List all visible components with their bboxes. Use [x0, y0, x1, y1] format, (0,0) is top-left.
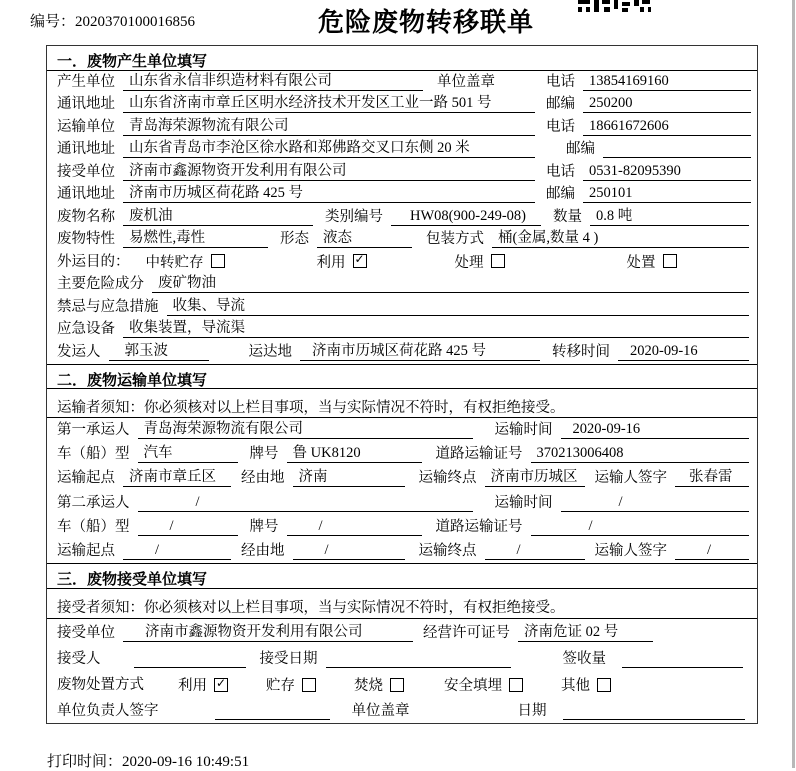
- waste-traits-label: 废物特性: [57, 231, 115, 247]
- producer-address-label: 通讯地址: [57, 96, 115, 112]
- first-end-label: 运输终点: [418, 470, 477, 487]
- first-end-value: 济南市历城区: [485, 465, 585, 487]
- second-plate-value: /: [287, 518, 422, 536]
- receipt-amount-value: [622, 651, 743, 668]
- disposal-option-other-label: 其他: [561, 678, 590, 695]
- waste-traits-row: [47, 229, 757, 252]
- packing-label: 包装方式: [426, 231, 484, 247]
- transporter-address-value: 山东省青岛市李沧区徐水路和郑佛路交叉口东侧 20 米: [123, 136, 535, 158]
- accepting-unit-label: 接受单位: [57, 625, 115, 642]
- first-transport-time-label: 运输时间: [494, 421, 553, 438]
- second-carrier-row: [47, 490, 757, 514]
- form-box: [46, 45, 758, 724]
- disposal-method-label: 废物处置方式: [57, 677, 144, 694]
- producer-zip-value: 250200: [583, 95, 751, 113]
- second-vehicle-type-label: 车（船）型: [57, 518, 130, 535]
- receipt-person-label: 接受人: [57, 651, 101, 668]
- second-vehicle-type-value: /: [138, 518, 238, 536]
- second-transport-time-label: 运输时间: [494, 494, 553, 511]
- signoff-date-label: 日期: [517, 703, 547, 720]
- unit-head-sign-value: [215, 703, 330, 720]
- first-road-license-label: 道路运输证号: [435, 446, 523, 463]
- first-carrier-label: 第一承运人: [57, 421, 130, 438]
- transporter-phone-value: 18661672606: [583, 118, 751, 136]
- first-road-license-value: 370213006408: [531, 445, 750, 463]
- accepting-unit-value: 济南市鑫源物资开发利用有限公司: [123, 620, 413, 642]
- purpose-option-reuse-label: 利用: [316, 254, 346, 271]
- first-origin-value: 济南市章丘区: [123, 465, 231, 487]
- receiver-zip-value: 250101: [583, 185, 751, 203]
- page-title: 危险废物转移联单: [317, 7, 534, 37]
- page-edge-line: [792, 0, 795, 768]
- disposal-other-checkbox: [597, 678, 611, 692]
- purpose-reuse-checkbox: [353, 254, 367, 268]
- unit-seal-label: 单位盖章: [351, 703, 410, 720]
- producer-seal-label: 单位盖章: [437, 73, 495, 90]
- disposal-incineration-checkbox: [390, 678, 404, 692]
- emergency-measures-value: 收集、导流: [167, 294, 750, 316]
- transporter-phone-label: 电话: [546, 118, 575, 135]
- operating-license-label: 经营许可证号: [423, 625, 510, 642]
- purpose-option-dispose: [627, 251, 677, 272]
- receiver-address-label: 通讯地址: [57, 186, 115, 202]
- transporter-notice: 运输者须知：你必须核对以上栏目事项，当与实际情况不符时，有权拒绝接受。: [47, 389, 757, 418]
- second-carrier-label: 第二承运人: [57, 494, 130, 511]
- receiver-notice: 接受者须知：你必须核对以上栏目事项，当与实际情况不符时，有权拒绝接受。: [47, 589, 757, 619]
- second-origin-label: 运输起点: [57, 543, 115, 560]
- receiver-unit-value: 济南市鑫源物资开发利用有限公司: [123, 159, 535, 181]
- print-time-value: 2020-09-16 10:49:51: [122, 754, 250, 770]
- packing-value: 桶(金属,数量 4 ): [492, 226, 749, 248]
- second-vehicle-row: [47, 515, 757, 539]
- document-number-label: 编号：: [30, 14, 76, 30]
- second-end-label: 运输终点: [418, 543, 477, 560]
- waste-name-label: 废物名称: [57, 208, 115, 225]
- disposal-option-storage: [266, 674, 316, 695]
- dispatch-row: [47, 341, 757, 364]
- second-route-row: [47, 539, 757, 563]
- first-vehicle-row: [47, 442, 757, 466]
- disposal-option-landfill-label: 安全填埋: [444, 678, 502, 695]
- purpose-option-dispose-label: 处置: [626, 254, 656, 271]
- transporter-address-label: 通讯地址: [57, 141, 115, 157]
- second-origin-value: /: [123, 542, 231, 560]
- first-plate-label: 牌号: [249, 446, 279, 463]
- signoff-date-value: [563, 703, 746, 720]
- disposal-option-storage-label: 贮存: [266, 678, 295, 695]
- receiver-unit-label: 接受单位: [57, 163, 115, 180]
- disposal-option-incineration-label: 焚烧: [354, 678, 383, 695]
- destination-label: 运达地: [248, 343, 292, 360]
- producer-unit-value: 山东省永信非织造材料有限公司: [123, 69, 423, 91]
- receiver-phone-label: 电话: [546, 163, 575, 180]
- first-vehicle-type-value: 汽车: [138, 441, 238, 463]
- transporter-unit-label: 运输单位: [57, 118, 115, 135]
- transporter-zip-value: [603, 141, 751, 158]
- disposal-option-reuse-label: 利用: [178, 678, 207, 695]
- first-sign-value: 张春雷: [675, 465, 749, 487]
- transporter-unit-value: 青岛海荣源物流有限公司: [123, 114, 535, 136]
- purpose-option-transit-storage: [146, 251, 225, 272]
- second-transport-time-value: /: [561, 494, 750, 512]
- qr-code-fragment: [578, 0, 652, 12]
- purpose-option-transit-storage-label: 中转贮存: [145, 254, 204, 271]
- disposal-option-reuse: [178, 674, 228, 695]
- receipt-amount-label: 签收量: [562, 651, 606, 668]
- first-via-label: 经由地: [241, 470, 285, 487]
- second-plate-label: 牌号: [249, 518, 279, 535]
- transfer-time-label: 转移时间: [552, 343, 610, 360]
- second-carrier-value: /: [138, 494, 473, 512]
- dispatcher-label: 发运人: [57, 343, 101, 360]
- waste-qty-value: 0.8 吨: [590, 204, 749, 226]
- receiver-phone-value: 0531-82095390: [583, 163, 751, 181]
- second-end-value: /: [485, 542, 585, 560]
- dispatcher-value: 郭玉波: [109, 339, 209, 361]
- accepting-unit-row: [47, 619, 757, 645]
- second-sign-value: /: [675, 542, 749, 560]
- first-sign-label: 运输人签字: [594, 470, 667, 487]
- waste-code-label: 类别编号: [325, 208, 383, 225]
- second-road-license-label: 道路运输证号: [435, 518, 523, 535]
- hazard-components-value: 废矿物油: [152, 271, 749, 293]
- signoff-row: [47, 697, 757, 723]
- transfer-time-value: 2020-09-16: [618, 343, 749, 361]
- second-sign-label: 运输人签字: [594, 543, 667, 560]
- first-carrier-value: 青岛海荣源物流有限公司: [138, 417, 473, 439]
- first-via-value: 济南: [293, 465, 405, 487]
- receipt-person-value: [134, 651, 246, 668]
- receiver-zip-label: 邮编: [546, 186, 575, 202]
- emergency-equipment-value: 收集装置，导流渠: [123, 316, 749, 338]
- emergency-measures-label: 禁忌与应急措施: [57, 298, 159, 315]
- operating-license-value: 济南危证 02 号: [518, 620, 653, 642]
- first-plate-value: 鲁 UK8120: [287, 441, 422, 463]
- disposal-storage-checkbox: [302, 678, 316, 692]
- receipt-date-value: [326, 651, 511, 668]
- disposal-option-landfill: [444, 674, 523, 695]
- purpose-option-treat-label: 处理: [454, 254, 484, 271]
- disposal-option-other: [561, 674, 611, 695]
- second-via-value: /: [293, 542, 405, 560]
- transfer-purpose-label: 外运目的：: [57, 253, 130, 270]
- section2-header: 二．废物运输单位填写: [47, 364, 757, 389]
- disposal-reuse-checkbox: [214, 678, 228, 692]
- disposal-method-row: [47, 671, 757, 697]
- emergency-equipment-label: 应急设备: [57, 321, 115, 337]
- waste-name-value: 废机油: [123, 204, 313, 226]
- purpose-dispose-checkbox: [663, 254, 677, 268]
- disposal-landfill-checkbox: [509, 678, 523, 692]
- print-time-label: 打印时间：: [47, 754, 123, 770]
- waste-form-value: 液态: [317, 226, 412, 248]
- producer-address-value: 山东省济南市章丘区明水经济技术开发区工业一路 501 号: [123, 91, 535, 113]
- receipt-row: [47, 645, 757, 671]
- purpose-option-reuse: [317, 251, 367, 272]
- first-origin-label: 运输起点: [57, 470, 115, 487]
- waste-traits-value: 易燃性,毒性: [123, 226, 268, 248]
- producer-phone-value: 13854169160: [583, 73, 751, 91]
- producer-phone-label: 电话: [546, 73, 575, 90]
- producer-zip-label: 邮编: [546, 96, 575, 112]
- second-via-label: 经由地: [241, 543, 285, 560]
- receipt-date-label: 接受日期: [259, 651, 318, 668]
- section3-header: 三．废物接受单位填写: [47, 563, 757, 589]
- first-transport-time-value: 2020-09-16: [561, 421, 750, 439]
- transporter-zip-label: 邮编: [566, 141, 595, 157]
- disposal-option-incineration: [354, 674, 404, 695]
- producer-unit-label: 产生单位: [57, 73, 115, 90]
- section1-header: 一．废物产生单位填写: [47, 46, 757, 71]
- first-route-row: [47, 466, 757, 490]
- hazard-components-label: 主要危险成分: [57, 276, 144, 292]
- unit-head-sign-label: 单位负责人签字: [57, 703, 159, 720]
- second-road-license-value: /: [531, 518, 750, 536]
- document-number-value: 2020370100016856: [75, 14, 196, 30]
- destination-value: 济南市历城区荷花路 425 号: [300, 339, 540, 361]
- purpose-transit-storage-checkbox: [211, 254, 225, 268]
- waste-qty-label: 数量: [553, 208, 582, 225]
- waste-code-value: HW08(900-249-08): [391, 208, 541, 226]
- first-carrier-row: [47, 418, 757, 442]
- receiver-address-value: 济南市历城区荷花路 425 号: [123, 181, 535, 203]
- purpose-treat-checkbox: [491, 254, 505, 268]
- purpose-option-treat: [455, 251, 505, 272]
- waste-form-label: 形态: [280, 231, 309, 247]
- first-vehicle-type-label: 车（船）型: [57, 446, 130, 463]
